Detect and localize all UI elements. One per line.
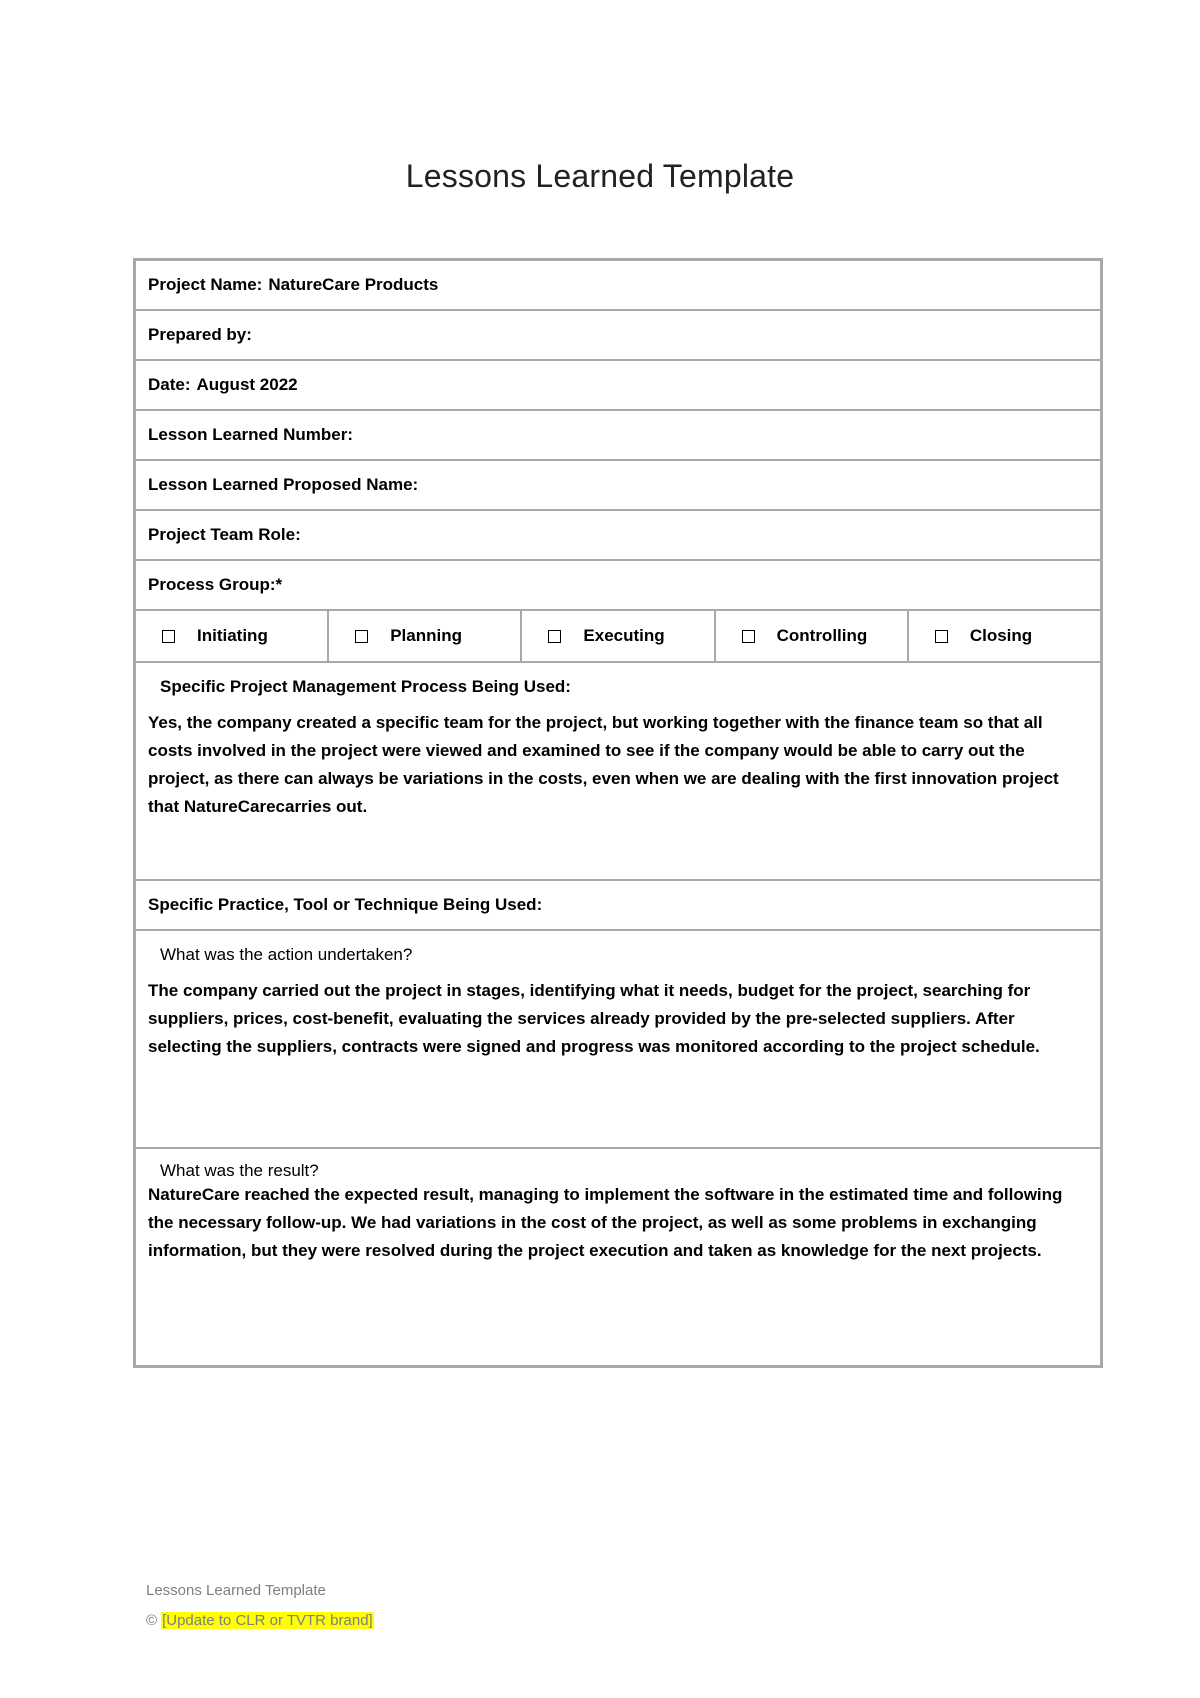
lesson-number-label: Lesson Learned Number: (148, 425, 353, 444)
pm-process-text[interactable]: Yes, the company created a specific team for the project, but working together with the finance team so that all costs involved in the project were viewed and examined to see if the company would be able to carry out the project, as there can always be variations in the costs, even when we are dealing with the first innovation project that NatureCarecarries out. (148, 713, 1059, 816)
checkbox-icon[interactable] (935, 630, 948, 643)
process-group-checkboxes (136, 611, 1100, 663)
result-section (136, 1149, 1100, 1365)
lesson-proposed-name-row (136, 461, 1100, 511)
date-value[interactable]: August 2022 (196, 375, 298, 394)
checkbox-label: Planning (390, 626, 462, 645)
action-text[interactable]: The company carried out the project in stages, identifying what it needs, budget for the project, searching for suppliers, prices, cost-benefit, evaluating the services already provided by the pre-selected suppliers. After selecting the suppliers, contracts were signed and progress was monitored according to the project schedule. (148, 981, 1040, 1056)
prepared-by-label: Prepared by: (148, 325, 252, 344)
action-label: What was the action undertaken? (160, 945, 413, 964)
copyright-symbol: © (146, 1612, 158, 1629)
prepared-by-row (136, 311, 1100, 361)
checkbox-icon[interactable] (548, 630, 561, 643)
checkbox-controlling[interactable] (716, 611, 909, 661)
practice-row (136, 881, 1100, 931)
process-group-label: Process Group:* (148, 575, 283, 594)
checkbox-label: Closing (969, 626, 1033, 645)
project-name-row (136, 261, 1100, 311)
project-name-value[interactable]: NatureCare Products (268, 275, 439, 294)
checkbox-closing[interactable] (909, 611, 1100, 661)
team-role-row (136, 511, 1100, 561)
footer-copyright (146, 1612, 374, 1629)
checkbox-label: Controlling (776, 626, 868, 645)
practice-label: Specific Practice, Tool or Technique Being Used: (148, 895, 543, 914)
checkbox-planning[interactable] (329, 611, 522, 661)
action-section (136, 931, 1100, 1149)
project-name-label: Project Name: (148, 275, 263, 294)
team-role-label: Project Team Role: (148, 525, 301, 544)
checkbox-icon[interactable] (742, 630, 755, 643)
lesson-proposed-name-label: Lesson Learned Proposed Name: (148, 475, 419, 494)
lessons-form-table (133, 258, 1103, 1368)
process-group-row (136, 561, 1100, 611)
pm-process-label: Specific Project Management Process Being Used: (160, 677, 571, 696)
pm-process-section (136, 663, 1100, 881)
lesson-number-row (136, 411, 1100, 461)
checkbox-executing[interactable] (522, 611, 715, 661)
result-text[interactable]: NatureCare reached the expected result, managing to implement the software in the estimated time and following the necessary follow-up. We had variations in the cost of the project, as well as some problems in exchanging information, but they were resolved during the project execution and taken as knowledge for the next projects. (148, 1185, 1063, 1260)
date-label: Date: (148, 375, 191, 394)
checkbox-label: Executing (583, 626, 665, 645)
result-label: What was the result? (160, 1161, 319, 1180)
checkbox-label: Initiating (197, 626, 268, 645)
checkbox-icon[interactable] (162, 630, 175, 643)
page-title: Lessons Learned Template (405, 158, 795, 194)
checkbox-icon[interactable] (355, 630, 368, 643)
date-row (136, 361, 1100, 411)
brand-placeholder: [Update to CLR or TVTR brand] (162, 1612, 373, 1629)
footer-title: Lessons Learned Template (146, 1582, 326, 1599)
checkbox-initiating[interactable] (136, 611, 329, 661)
